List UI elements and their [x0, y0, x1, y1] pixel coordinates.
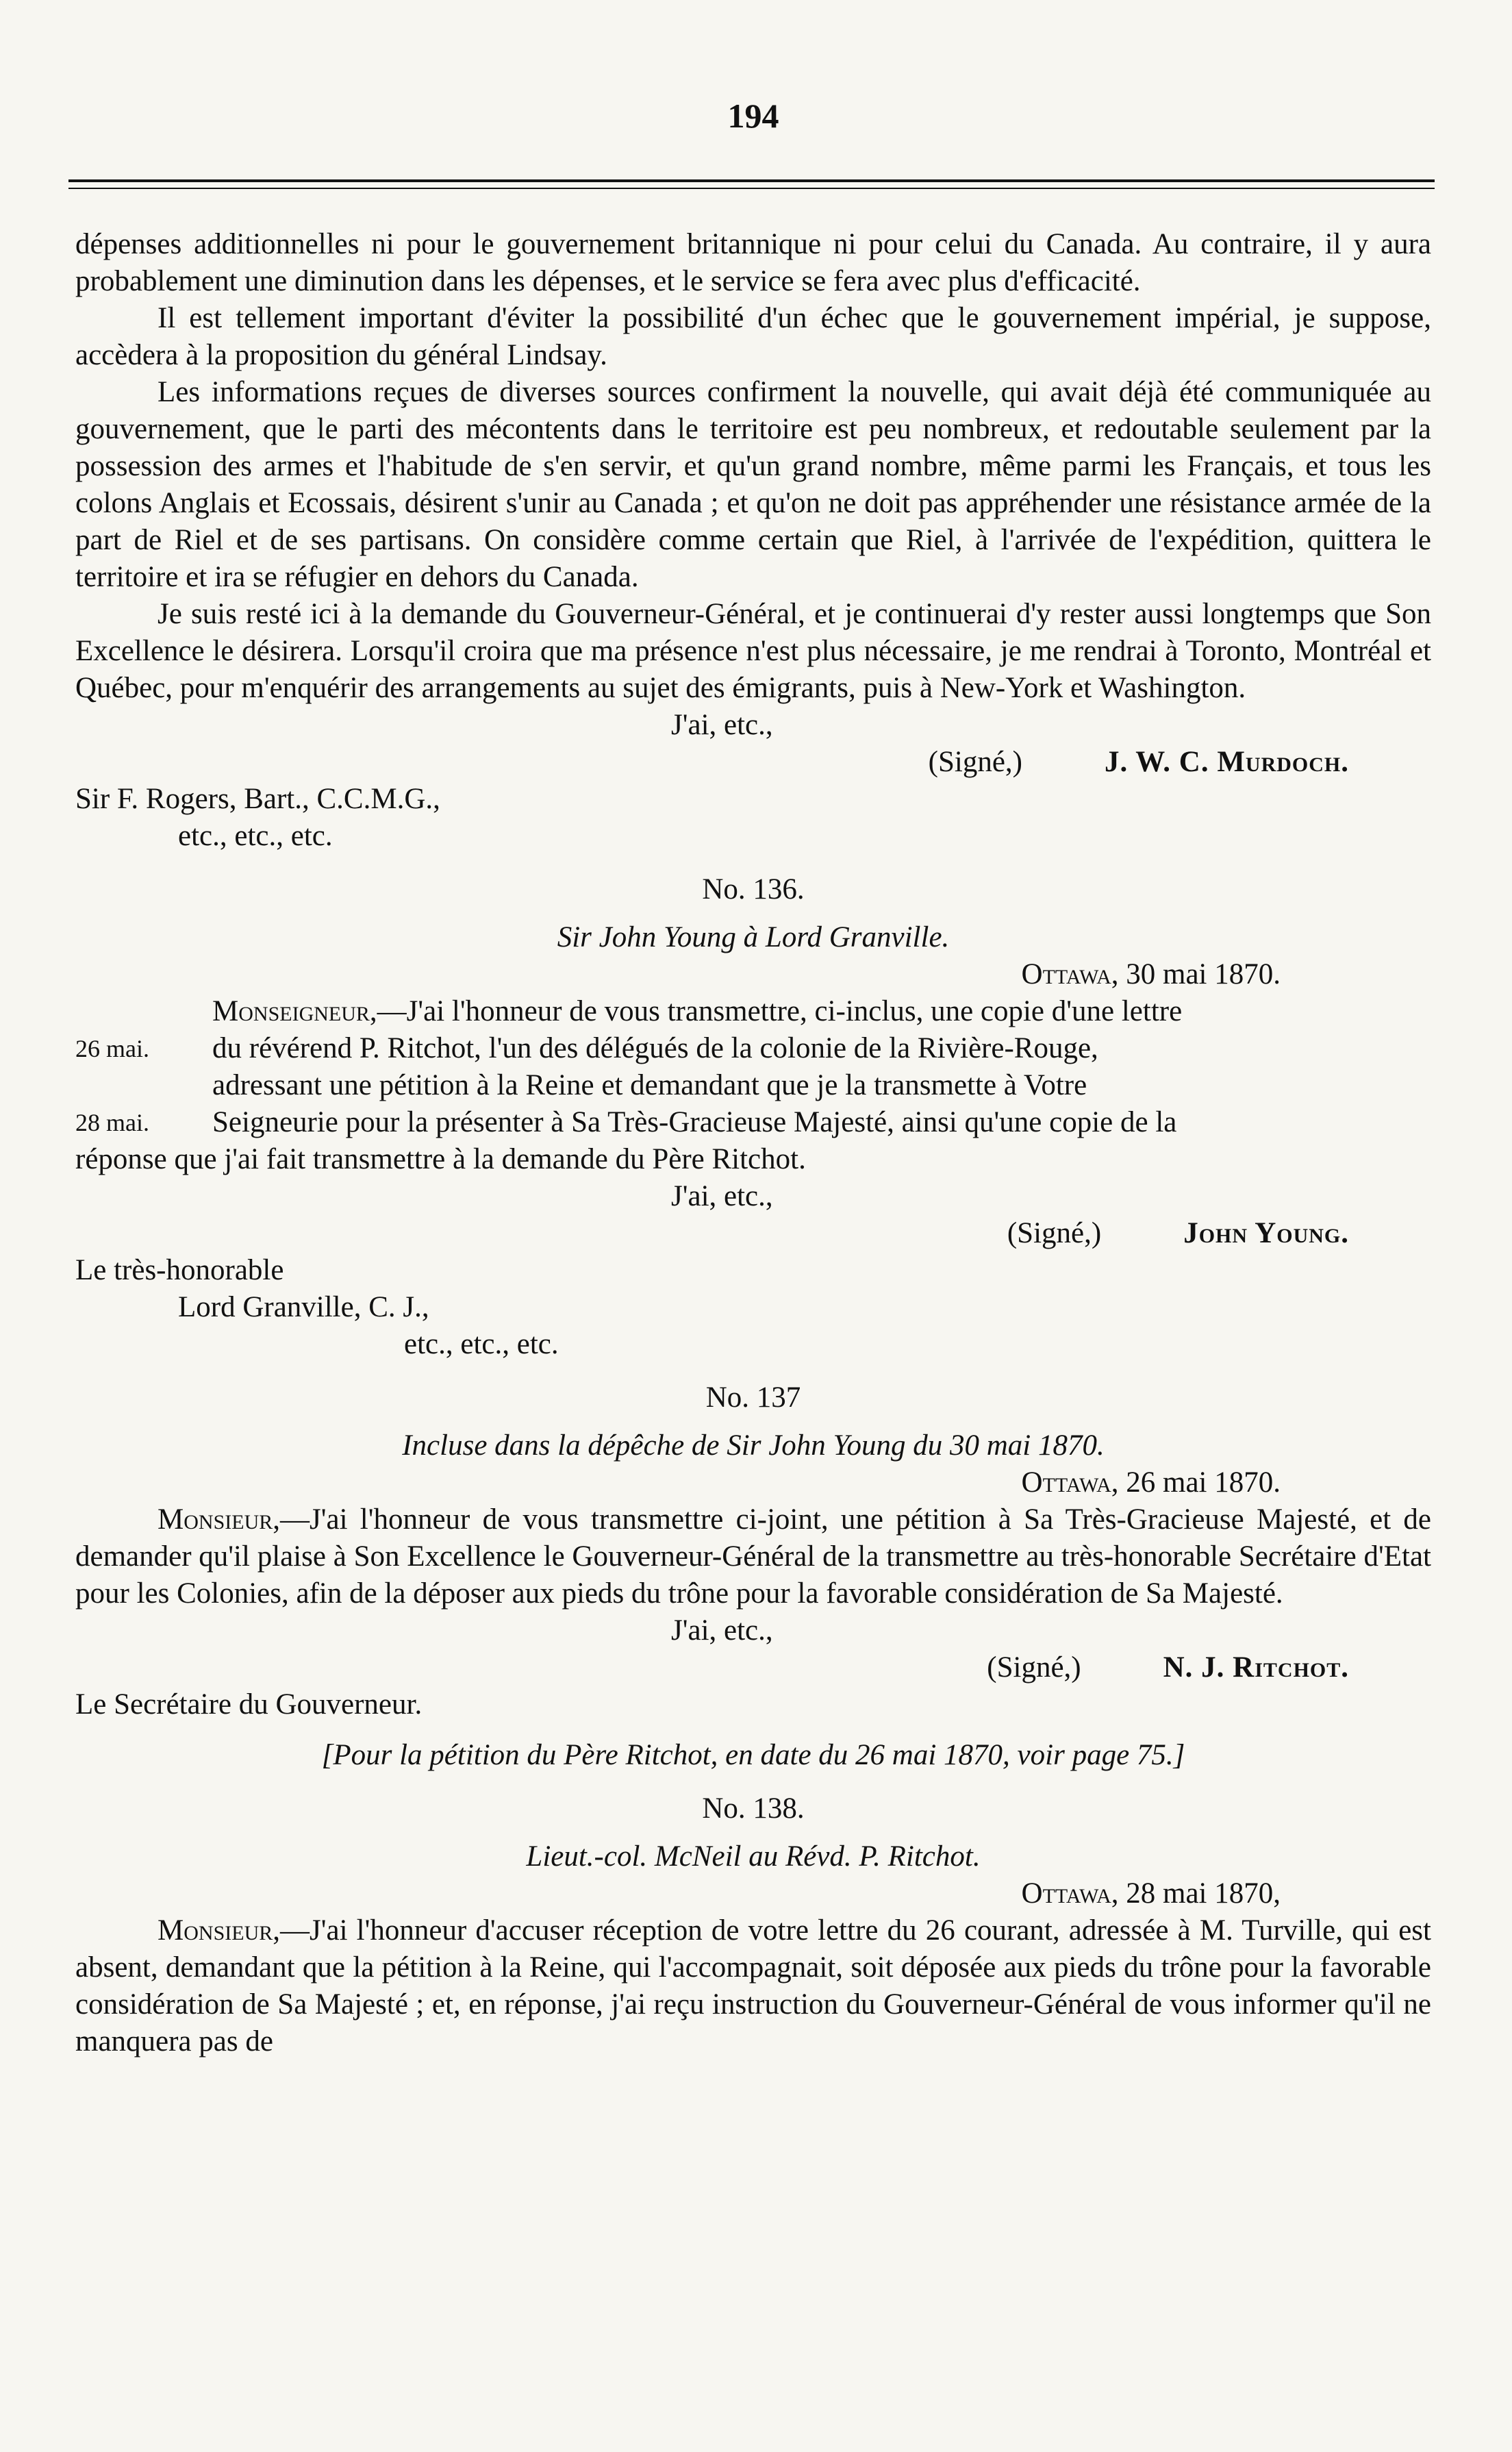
date: 30 mai 1870. [1126, 958, 1281, 990]
addressee-line: Sir F. Rogers, Bart., C.C.M.G., [75, 783, 440, 815]
header-rule-thin [68, 188, 1435, 189]
signed-label: (Signé,) [1007, 1217, 1102, 1249]
signed-label: (Signé,) [928, 746, 1022, 778]
signature-line [75, 1649, 1431, 1686]
document-number: No. 136. [702, 873, 805, 905]
editorial-note: [Pour la pétition du Père Ritchot, en date du 26 mai 1870, voir page 75.] [321, 1739, 1185, 1771]
document-title: Sir John Young à Lord Granville. [557, 921, 950, 953]
body-line: —J'ai l'honneur de vous transmettre, ci-inclus, une copie d'une lettre [377, 995, 1183, 1027]
addressee-line: Le Secrétaire du Gouverneur. [75, 1688, 423, 1721]
addressee-line: Lord Granville, C. J., [178, 1291, 429, 1323]
paragraph: dépenses additionnelles ni pour le gouvernement britannique ni pour celui du Canada. Au contraire, il y aura probablement une diminution dans les dépenses, et le service se fera avec plus d'efficacité. [75, 228, 1431, 297]
letter-body [75, 1501, 1431, 1612]
date: 28 mai 1870, [1126, 1877, 1281, 1910]
city: Ottawa, [1021, 1466, 1119, 1499]
place-date [75, 1875, 1431, 1912]
signer-name: John Young. [1183, 1217, 1349, 1249]
body-text: —J'ai l'honneur de vous transmettre ci-joint, une pétition à Sa Très-Gracieuse Majesté, et de demander qu'il plaise à Son Excellence le Gouverneur-Général de la transmettre au très-honorable Secrétaire d'Etat pour les Colonies, afin de la déposer aux pieds du trône pour la favorable considération de Sa Majesté. [75, 1503, 1431, 1610]
margin-note: 28 mai. [75, 1109, 149, 1136]
addressee-block [75, 781, 1431, 855]
salutation: Monsieur, [158, 1503, 280, 1536]
page-number: 194 [727, 97, 779, 135]
document-title: Lieut.-col. McNeil au Révd. P. Ritchot. [526, 1840, 981, 1873]
paragraph: Les informations reçues de diverses sources confirment la nouvelle, qui avait déjà été communiquée au gouvernement, que le parti des mécontents dans le territoire est peu nombreux, et redoutable seulement par la possession des armes et l'habitude de s'en servir, et qu'un grand nombre, même parmi les Français, et tous les colons Anglais et Ecossais, désirent s'unir au Canada ; et qu'on ne doit pas appréhender une résistance armée de la part de Riel et de ses partisans. On considère comme certain que Riel, à l'arrivée de l'expédition, quittera le territoire et ira se réfugier en dehors du Canada. [75, 376, 1431, 593]
date: 26 mai 1870. [1126, 1466, 1281, 1499]
addressee-block [75, 1252, 1431, 1363]
body-line: adressant une pétition à la Reine et demandant que je la transmette à Votre [212, 1069, 1087, 1101]
paragraph: Il est tellement important d'éviter la possibilité d'un échec que le gouvernement impérial, je suppose, accèdera à la proposition du général Lindsay. [75, 302, 1431, 371]
signer-name: N. J. Ritchot. [1163, 1651, 1349, 1684]
body-line: du révérend P. Ritchot, l'un des délégués de la colonie de la Rivière-Rouge, [212, 1032, 1098, 1064]
signature-line [75, 744, 1431, 781]
body-text: —J'ai l'honneur d'accuser réception de votre lettre du 26 courant, adressée à M. Turville, qui est absent, demandant que la pétition à la Reine, qui l'accompagnait, soit déposée aux pieds du trône pour la favorable considération de Sa Majesté ; et, en réponse, j'ai reçu instruction du Gouverneur-Général de vous informer qu'il ne manquera pas de [75, 1914, 1431, 2057]
place-date [75, 956, 1431, 993]
margin-note: 26 mai. [75, 1035, 149, 1062]
place-date [75, 1464, 1431, 1501]
body-line: Seigneurie pour la présenter à Sa Très-Gracieuse Majesté, ainsi qu'une copie de la [212, 1106, 1177, 1138]
paragraph: Je suis resté ici à la demande du Gouverneur-Général, et je continuerai d'y rester aussi longtemps que Son Excellence le désirera. Lorsqu'il croira que ma présence n'est plus nécessaire, je me rendrai à Toronto, Montréal et Québec, pour m'enquérir des arrangements au sujet des émigrants, puis à New-York et Washington. [75, 598, 1431, 704]
header-rule [68, 179, 1435, 182]
addressee-line: etc., etc., etc. [404, 1328, 559, 1360]
salutation: Monseigneur, [212, 995, 377, 1027]
salutation: Monsieur, [158, 1914, 280, 1947]
signed-label: (Signé,) [987, 1651, 1081, 1684]
signer-name: J. W. C. Murdoch. [1105, 746, 1349, 778]
body-text [75, 226, 1431, 2060]
closing: J'ai, etc., [671, 1180, 773, 1212]
closing: J'ai, etc., [671, 1614, 773, 1647]
signature-line [75, 1215, 1431, 1252]
body-line: réponse que j'ai fait transmettre à la demande du Père Ritchot. [75, 1143, 806, 1175]
letter-body [75, 993, 1431, 1178]
document-number: No. 137 [705, 1381, 801, 1414]
closing: J'ai, etc., [671, 709, 773, 741]
document-title: Incluse dans la dépêche de Sir John Young du 30 mai 1870. [402, 1429, 1105, 1462]
letter-body [75, 1912, 1431, 2060]
addressee-line: etc., etc., etc. [178, 820, 333, 852]
city: Ottawa, [1021, 958, 1119, 990]
city: Ottawa, [1021, 1877, 1119, 1910]
addressee-line: Le très-honorable [75, 1254, 284, 1286]
document-number: No. 138. [702, 1792, 805, 1825]
